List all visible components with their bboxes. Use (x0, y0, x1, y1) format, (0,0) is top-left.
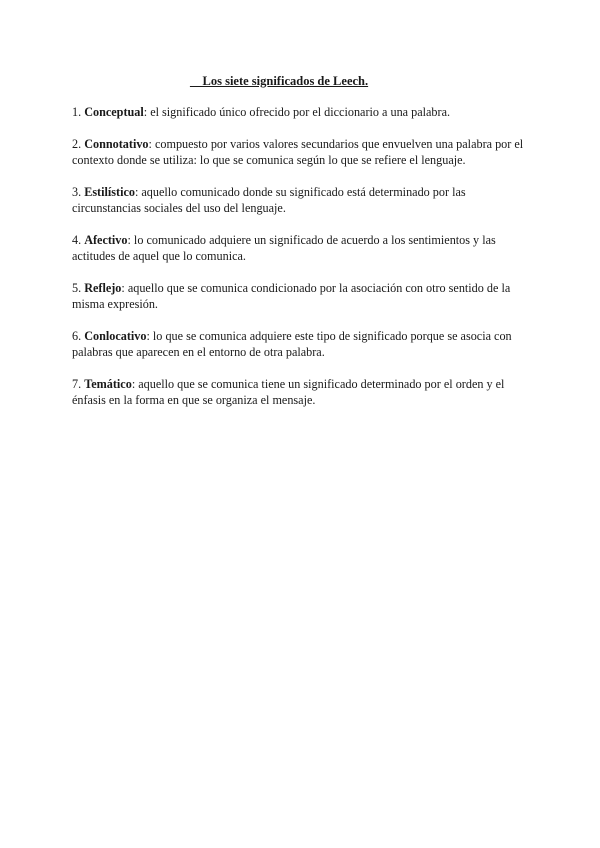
item-number: 1. (72, 105, 85, 119)
item-term: Estilístico (84, 185, 135, 199)
item-definition: : lo que se comunica adquiere este tipo de significado porque se asocia con palabras que aparecen en el entorno de otra palabra. (72, 329, 512, 359)
list-item-estilistico (72, 184, 532, 216)
item-number: 7. (72, 377, 85, 391)
item-number: 5. (72, 281, 85, 295)
item-definition: : el significado único ofrecido por el diccionario a una palabra. (143, 105, 451, 119)
item-definition: : aquello que se comunica condicionado por la asociación con otro sentido de la misma expresión. (72, 281, 511, 311)
item-number: 3. (72, 185, 85, 199)
item-term: Conlocativo (84, 329, 147, 343)
item-term: Connotativo (84, 137, 149, 151)
item-number: 2. (72, 137, 85, 151)
item-definition: : aquello que se comunica tiene un significado determinado por el orden y el énfasis en la forma en que se organiza el mensaje. (72, 377, 505, 407)
list-item-conceptual (72, 104, 532, 120)
item-definition: : compuesto por varios valores secundarios que envuelven una palabra por el contexto donde se utiliza: lo que se comunica según lo que se refiere el lenguaje. (72, 137, 524, 167)
document-title: __Los siete significados de Leech. (190, 74, 369, 88)
list-item-conlocativo (72, 328, 532, 360)
item-definition: : lo comunicado adquiere un significado de acuerdo a los sentimientos y las actitudes de aquel que lo comunica. (72, 233, 496, 263)
list-item-tematico (72, 376, 532, 408)
list-item-connotativo (72, 136, 532, 168)
item-number: 6. (72, 329, 85, 343)
meanings-list (72, 104, 532, 424)
item-term: Reflejo (84, 281, 122, 295)
item-term: Afectivo (84, 233, 128, 247)
item-term: Temático (84, 377, 132, 391)
list-item-reflejo (72, 280, 532, 312)
item-definition: : aquello comunicado donde su significado está determinado por las circunstancias sociales del uso del lenguaje. (72, 185, 466, 215)
list-item-afectivo (72, 232, 532, 264)
item-term: Conceptual (84, 105, 144, 119)
item-number: 4. (72, 233, 85, 247)
